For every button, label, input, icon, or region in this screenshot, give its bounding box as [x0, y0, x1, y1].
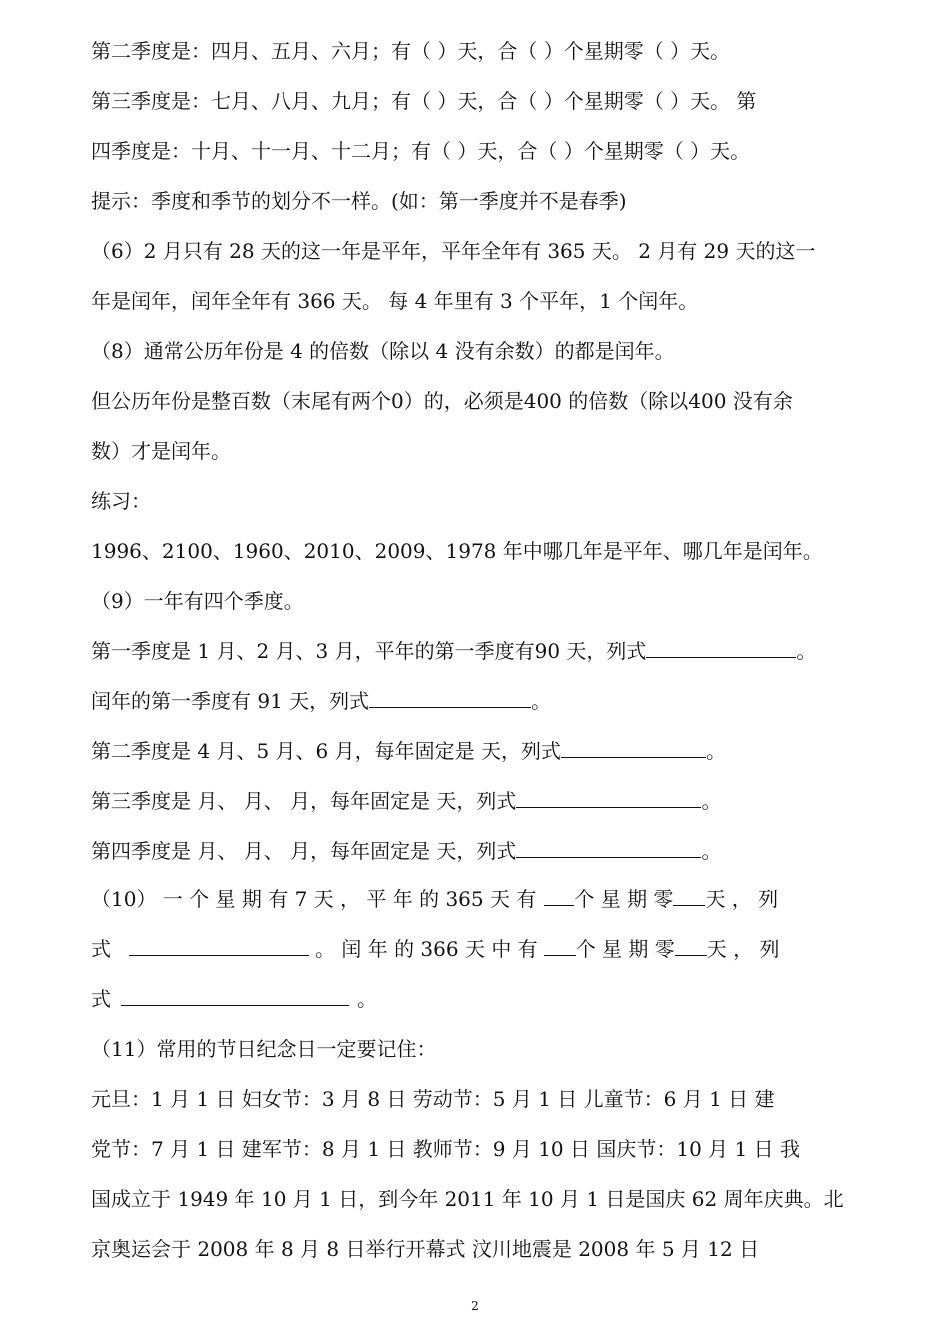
- text-line-item6-cont: 年是闰年，闰年全年有 366 天。 每 4 年里有 3 个平年，1 个闰年。: [91, 289, 699, 313]
- period: 。: [701, 789, 722, 813]
- text-line-item10-leap: [91, 935, 859, 963]
- answer-blank[interactable]: [646, 637, 796, 658]
- text-line-national-day: 国成立于 1949 年 10 月 1 日，到今年 2011 年 10 月 1 日是国庆 62 周年庆典。北: [91, 1187, 844, 1211]
- text-line-q1-common-year: [91, 637, 859, 665]
- page-number: 2: [471, 1299, 479, 1313]
- text-line-q1-leap-year: [91, 687, 859, 715]
- period: 。: [796, 639, 817, 663]
- item10-text-c: 天 ， 列: [705, 887, 779, 911]
- text-line-q3-days: [91, 787, 859, 815]
- text-line-item11: （11）常用的节日纪念日一定要记住：: [91, 1037, 437, 1061]
- answer-blank[interactable]: [516, 837, 701, 858]
- text-line-holidays-2: 党节：7 月 1 日 建军节：8 月 1 日 教师节：9 月 10 日 国庆节：10 月 1 日 我: [91, 1137, 800, 1161]
- answer-blank[interactable]: [673, 885, 705, 906]
- item10-end-text-a: 式: [91, 987, 111, 1011]
- text-line-q4: 四季度是：十月、十一月、十二月；有（ ）天，合（ ）个星期零（ ）天。: [91, 139, 751, 163]
- item10-text-b: 个 星 期 零: [574, 887, 674, 911]
- answer-blank[interactable]: [675, 935, 707, 956]
- text-line-q3: 第三季度是：七月、八月、九月；有（ ）天，合（ ）个星期零（ ）天。 第: [91, 89, 757, 113]
- answer-blank[interactable]: [544, 935, 576, 956]
- text-line-practice-label: 练习：: [91, 489, 151, 513]
- text-line-practice-question: 1996、2100、1960、2010、2009、1978 年中哪几年是平年、哪几年是闰年。: [91, 539, 823, 563]
- answer-blank[interactable]: [369, 687, 531, 708]
- q2-days-text: 第二季度是 4 月、5 月、6 月，每年固定是 天，列式: [91, 739, 561, 763]
- answer-blank[interactable]: [544, 885, 574, 906]
- text-line-item6: （6）2 月只有 28 天的这一年是平年，平年全年有 365 天。 2 月有 29 天的这一: [91, 239, 816, 263]
- item10-text-a: （10） 一 个 星 期 有 7 天 ， 平 年 的 365 天 有: [91, 887, 537, 911]
- item10-leap-text-a: 式: [91, 937, 111, 961]
- text-line-hint: 提示：季度和季节的划分不一样。(如：第一季度并不是春季): [91, 189, 627, 213]
- text-line-q2: 第二季度是：四月、五月、六月；有（ ）天，合（ ）个星期零（ ）天。: [91, 39, 731, 63]
- answer-blank[interactable]: [121, 985, 349, 1006]
- text-line-item8: （8）通常公历年份是 4 的倍数（除以 4 没有余数）的都是闰年。: [91, 339, 675, 363]
- answer-blank[interactable]: [129, 935, 309, 956]
- item10-leap-text-c: 个 星 期 零: [575, 937, 675, 961]
- text-line-item9: （9）一年有四个季度。: [91, 589, 304, 613]
- text-line-q4-days: [91, 837, 859, 865]
- item10-leap-text-b: 。 闰 年 的 366 天 中 有: [315, 937, 538, 961]
- text-line-item10-end: [91, 985, 859, 1013]
- q4-days-text: 第四季度是 月、 月、 月，每年固定是 天，列式: [91, 839, 517, 863]
- answer-blank[interactable]: [516, 787, 701, 808]
- period: 。: [531, 689, 552, 713]
- item10-leap-text-d: 天 ， 列: [706, 937, 780, 961]
- answer-blank[interactable]: [561, 737, 706, 758]
- period: 。: [701, 839, 722, 863]
- text-line-olympics: 京奥运会于 2008 年 8 月 8 日举行开幕式 汶川地震是 2008 年 5 月 12 日: [91, 1237, 760, 1261]
- text-line-holidays-1: 元旦：1 月 1 日 妇女节：3 月 8 日 劳动节：5 月 1 日 儿童节：6 月 1 日 建: [91, 1087, 775, 1111]
- text-line-item10: [91, 885, 859, 913]
- text-line-item8-end: 数）才是闰年。: [91, 439, 231, 463]
- text-line-q2-days: [91, 737, 859, 765]
- period: 。: [705, 739, 726, 763]
- text-line-item8-cont: 但公历年份是整百数（末尾有两个0）的，必须是400 的倍数（除以400 没有余: [91, 389, 793, 413]
- q3-days-text: 第三季度是 月、 月、 月，每年固定是 天，列式: [91, 789, 517, 813]
- q1-common-year-text: 第一季度是 1 月、2 月、3 月，平年的第一季度有90 天，列式: [91, 639, 647, 663]
- item10-end-text-b: 。: [357, 987, 377, 1011]
- q1-leap-year-text: 闰年的第一季度有 91 天，列式: [91, 689, 370, 713]
